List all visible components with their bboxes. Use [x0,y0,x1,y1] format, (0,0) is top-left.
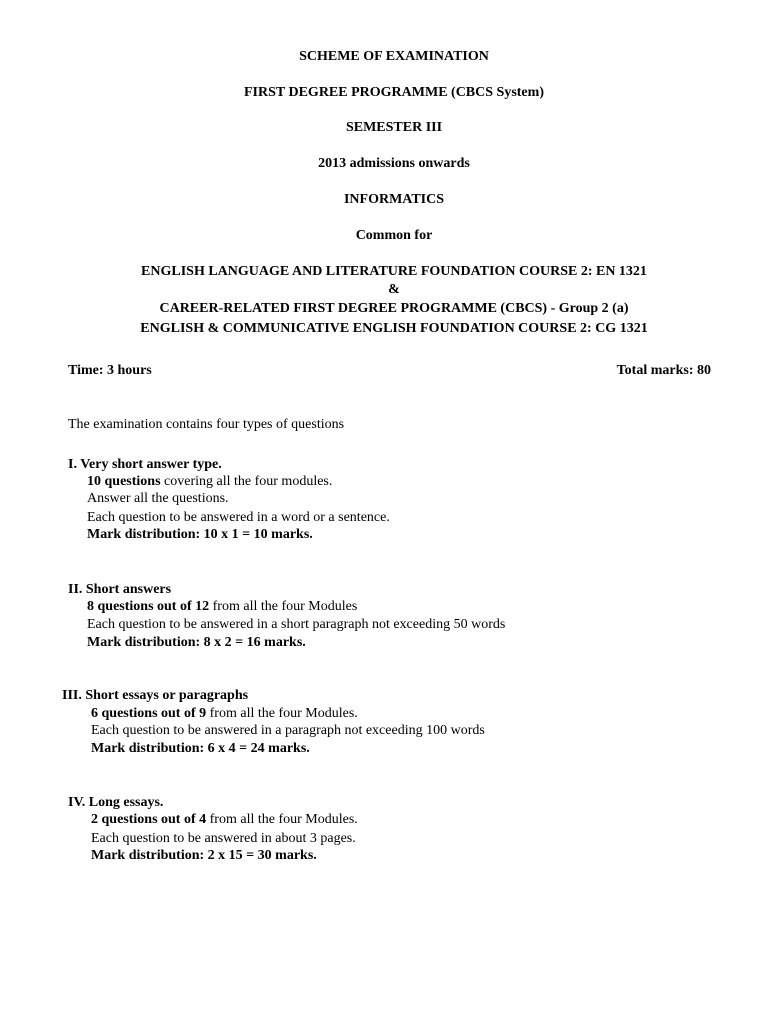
section-instruction: Each question to be answered in a word or a sentence. [87,510,390,525]
section-question-count [91,705,358,722]
document-title: SCHEME OF EXAMINATION [299,49,489,64]
section-question-count [91,811,358,828]
section-question-count [87,598,357,615]
section-mark-distribution: Mark distribution: 10 x 1 = 10 marks. [87,527,313,542]
course-line-1: ENGLISH LANGUAGE AND LITERATURE FOUNDATION COURSE 2: EN 1321 [141,264,647,279]
question-count-rest: from all the four Modules. [206,706,358,721]
question-count-bold: 10 questions [87,474,161,489]
question-count-rest: from all the four Modules [209,599,358,614]
question-count-bold: 8 questions out of 12 [87,599,210,614]
course-line-2: CAREER-RELATED FIRST DEGREE PROGRAMME (CBCS) - Group 2 (a) [159,301,629,316]
admissions-line: 2013 admissions onwards [318,156,470,171]
question-count-bold: 6 questions out of 9 [91,706,207,721]
programme-title: FIRST DEGREE PROGRAMME (CBCS System) [244,85,544,100]
subject-title: INFORMATICS [343,192,445,207]
section-heading: II. Short answers [68,582,172,597]
section-mark-distribution: Mark distribution: 6 x 4 = 24 marks. [91,741,310,756]
question-count-rest: from all the four Modules. [206,812,358,827]
time-label: Time: 3 hours [68,363,152,378]
section-instruction: Each question to be answered in a paragraph not exceeding 100 words [91,723,485,738]
section-instruction: Answer all the questions. [87,491,229,506]
section-heading: III. Short essays or paragraphs [62,688,249,703]
section-heading: I. Very short answer type. [68,457,222,472]
intro-text: The examination contains four types of questions [68,417,345,432]
question-count-bold: 2 questions out of 4 [91,812,207,827]
section-instruction: Each question to be answered in about 3 pages. [91,831,356,846]
section-mark-distribution: Mark distribution: 8 x 2 = 16 marks. [87,635,306,650]
section-question-count [87,473,332,490]
total-marks-label: Total marks: 80 [616,363,711,378]
section-instruction: Each question to be answered in a short paragraph not exceeding 50 words [87,617,506,632]
section-heading: IV. Long essays. [68,795,164,810]
course-line-3: ENGLISH & COMMUNICATIVE ENGLISH FOUNDATION COURSE 2: CG 1321 [140,321,648,336]
common-for-line: Common for [355,228,433,243]
semester-title: SEMESTER III [345,120,443,135]
course-ampersand: & [388,282,400,297]
section-mark-distribution: Mark distribution: 2 x 15 = 30 marks. [91,848,317,863]
question-count-rest: covering all the four modules. [160,474,333,489]
